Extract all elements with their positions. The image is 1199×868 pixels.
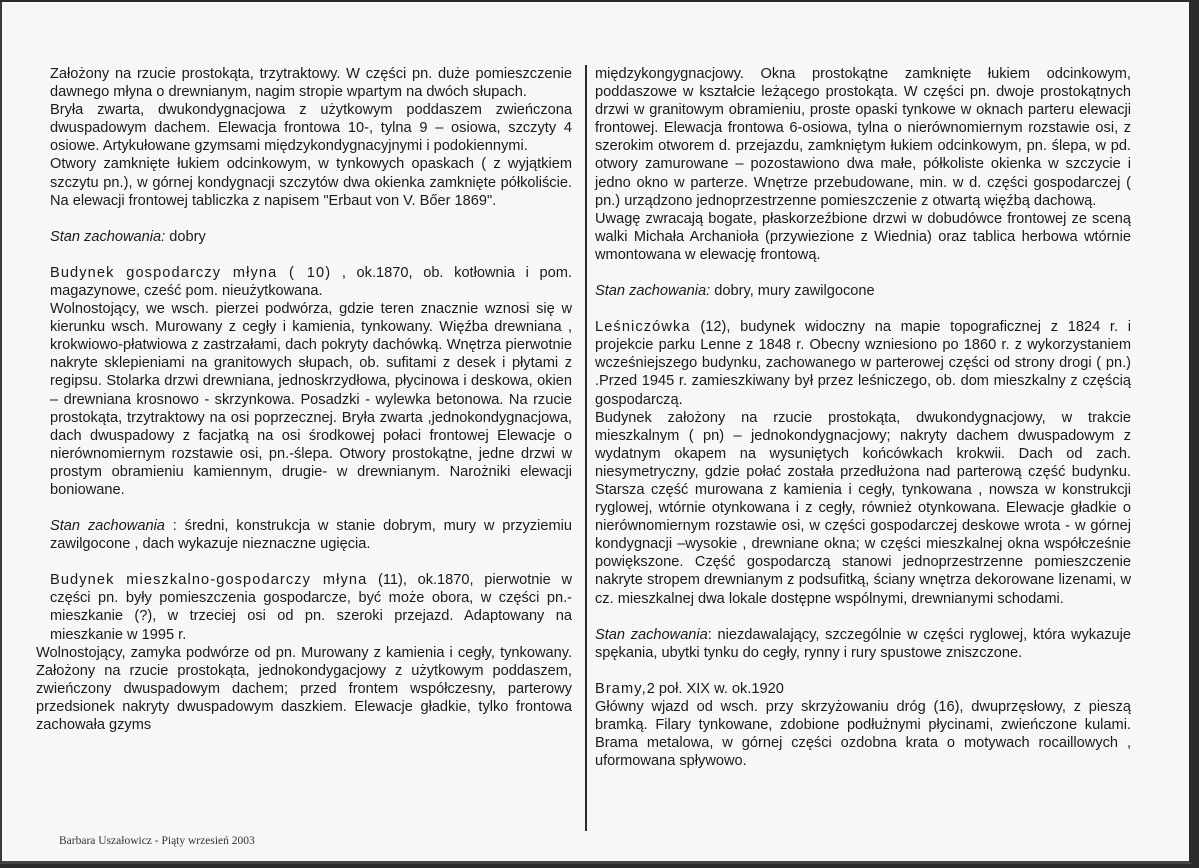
building11-description: Wolnostojący, zamyka podwórze od pn. Murowany z kamienia i cegły, tynkowany. Założony na rzucie prostokąta, jednokondygacjowy z użytkowym poddaszem, zwieńczony dwuspadowym dachem; przed frontem współczesny, parterowy przedsionek nakryty dwuspadowym daszkiem. Elewacje gładkie, tylko frontowa zachowała gzyms	[36, 644, 572, 733]
condition-label: Stan zachowania:	[50, 228, 166, 245]
gates-intro: Bramy,2 poł. XIX w. ok.1920	[595, 680, 784, 697]
building11-continued-2: Uwagę zwracają bogate, płaskorzeźbione drzwi w dobudówce frontowej ze sceną walki Michała Archanioła (przywiezione z Wiednia) oraz tablica herbowa wtórnie wmontowana w elewację frontową.	[595, 210, 1131, 263]
mill-condition	[50, 228, 572, 246]
building12-heading: Leśniczówka	[595, 319, 691, 336]
document-page	[0, 2, 1193, 864]
building10-condition	[50, 517, 572, 553]
building12-intro: Leśniczówka (12), budynek widoczny na mapie topograficznej z 1824 r. i projekcie parku Lenne z 1848 r. Obecny wzniesiono po 1860 r. z wykorzystaniem wcześniejszego budynku, zachowanego w parterowej części od strony drogi ( pn.) .Przed 1945 r. zamieszkiwany był przez leśniczego, ob. dom mieszkalny z częścią gospodarczą.	[595, 319, 1131, 408]
condition-label: Stan zachowania	[50, 518, 165, 535]
gates-heading: Bramy,	[595, 680, 647, 697]
building11-heading: Budynek mieszkalno-gospodarczy młyna	[50, 572, 368, 589]
gates-description: Główny wjazd od wsch. przy skrzyżowaniu dróg (16), dwuprzęsłowy, z pieszą bramką. Filary tynkowane, zdobione podłużnymi płycinami, zwieńczone kulami. Brama metalowa, w górnej części ozdobna krata o motywach rocaillowych , uformowana spływowo.	[595, 698, 1131, 770]
condition-value: : niezdawalający, szczególnie w części ryglowej, która wykazuje spękania, ubytki tynku do cegły, rynny i rury spustowe zniszczone.	[595, 626, 1131, 661]
building11-condition	[595, 282, 1131, 300]
building10-description: Wolnostojący, we wsch. pierzei podwórza, gdzie teren znacznie wznosi się w kierunku wsch. Murowany z cegły i kamienia, tynkowany. Więźba drewniana , krokwiowo-płatwiowa z zastrzałami, dach pokryty dachówką. Wnętrza pierwotnie nakryte sklepieniami na granitowych słupach, ob. sufitami z desek i płytami z regipsu. Stolarka drzwi drewniana, jednoskrzydłowa, płycinowa i deskowa, okien – drewniana krosnowo - skrzynkowa. Posadzki - wylewka betonowa. Na rzucie prostokąta, trzytraktowy na osi poprzecznej. Bryła zwarta ,jednokondygnacjowa, dach dwuspadowy z facjatką na osi środkowej połaci frontowej Elewacje o nierównomiernym rozstawie osi, pn.-ślepa. Otwory prostokątne, jedne drzwi w prostym obramieniu kamiennym, drugie- w drewnianym. Narożniki elewacji boniowane.	[50, 301, 572, 498]
building10-intro: Budynek gospodarczy młyna ( 10) , ok.1870, ob. kotłownia i pom. magazynowe, cześć pom. nieużytkowana.	[50, 264, 572, 299]
building11-continued-1: międzykongygnacjowy. Okna prostokątne zamknięte łukiem odcinkowym, poddaszowe w kształcie leżącego prostokąta. W części pn. dwoje prostokątnych drzwi w granitowym obramieniu, proste opaski tynkowe w oknach parteru elewacji frontowej. Elewacja frontowa 6-osiowa, tylna o nierównomiernym rozstawie osi, z szerokim otworem d. przejazdu, zamkniętym łukiem odcinkowym, pn. ślepa, w pd. otwory zamurowane – pozostawiono dwa małe, półkoliste okienka w szczycie i jedno okno w parterze. Wnętrze przebudowane, min. w d. części gospodarczej ( pn.) urządzono jednoprzestrzenne pomieszczenie z otwartą więźbą dachową.	[595, 66, 1131, 209]
building11-intro: Budynek mieszkalno-gospodarczy młyna (11), ok.1870, pierwotnie w części pn. były pomieszczenia gospodarcze, być może obora, w części pn.-mieszkanie (?), w trzeciej osi od pn. szeroki przejazd. Adaptowany na mieszkanie w 1995 r.	[50, 572, 572, 643]
column-divider	[585, 65, 587, 831]
building12-description: Budynek założony na rzucie prostokąta, dwukondygnacjowy, w trakcie mieszkalnym ( pn) – jednokondygnacjowy; nakryty dachem dwuspadowym z wydatnym okapem na wysuniętych końcówkach krokwii. Dach od zach. niesymetryczny, gdzie połać została przedłużona nad parterową część budynku. Starsza część murowana z kamienia i cegły, tynkowana , nowsza w konstrukcji ryglowej, wtórnie otynkowana i z cegły, również otynkowana. Elewacje gładkie o nierównomiernym rozstawie osi, w części gospodarczej deskowe wrota - w górnej kondygnacji –wysokie , drewniane okna; w części mieszkalnej okna współcześnie powiększone. Część gospodarczą stanowi jednoprzestrzenne pomieszczenie nakryte stropem drewnianym z podsufitką, ściany wnętrza dekorowane lizenami, w cz. mieszkalnej dwa lokale dostępne wspólnymi, drewnianymi schodami.	[595, 409, 1131, 607]
condition-label: Stan zachowania:	[595, 283, 711, 300]
condition-value: dobry	[165, 228, 206, 245]
condition-value: : średni, konstrukcja w stanie dobrym, mury w przyziemiu zawilgocone , dach wykazuje nieznaczne ugięcia.	[50, 518, 572, 553]
condition-value: dobry, mury zawilgocone	[710, 283, 875, 300]
building12-condition	[595, 626, 1131, 662]
right-column	[595, 65, 1131, 770]
left-column	[36, 65, 572, 734]
mill-paragraph-1: Założony na rzucie prostokąta, trzytraktowy. W części pn. duże pomieszczenie dawnego młyna o drewnianym, nagim stropie wpartym na dwóch słupach.	[50, 66, 572, 101]
footer-author-date: Barbara Uszałowicz - Piąty wrzesień 2003	[59, 835, 255, 847]
mill-paragraph-2: Bryła zwarta, dwukondygnacjowa z użytkowym poddaszem zwieńczona dwuspadowym dachem. Elewacja frontowa 10-, tylna 9 – osiowa, szczyty 4 osiowe. Artykułowane gzymsami międzykondygnacyjnymi i podokiennymi.	[50, 102, 572, 155]
building10-heading: Budynek gospodarczy młyna ( 10)	[50, 264, 332, 281]
mill-paragraph-3: Otwory zamknięte łukiem odcinkowym, w tynkowych opaskach ( z wyjątkiem szczytu pn.), w górnej kondygnacji szczytów dwa okienka zamknięte półkoliście. Na elewacji frontowej tabliczka z napisem "Erbaut von V. Bőer 1869".	[50, 156, 572, 209]
condition-label: Stan zachowania	[595, 626, 708, 643]
